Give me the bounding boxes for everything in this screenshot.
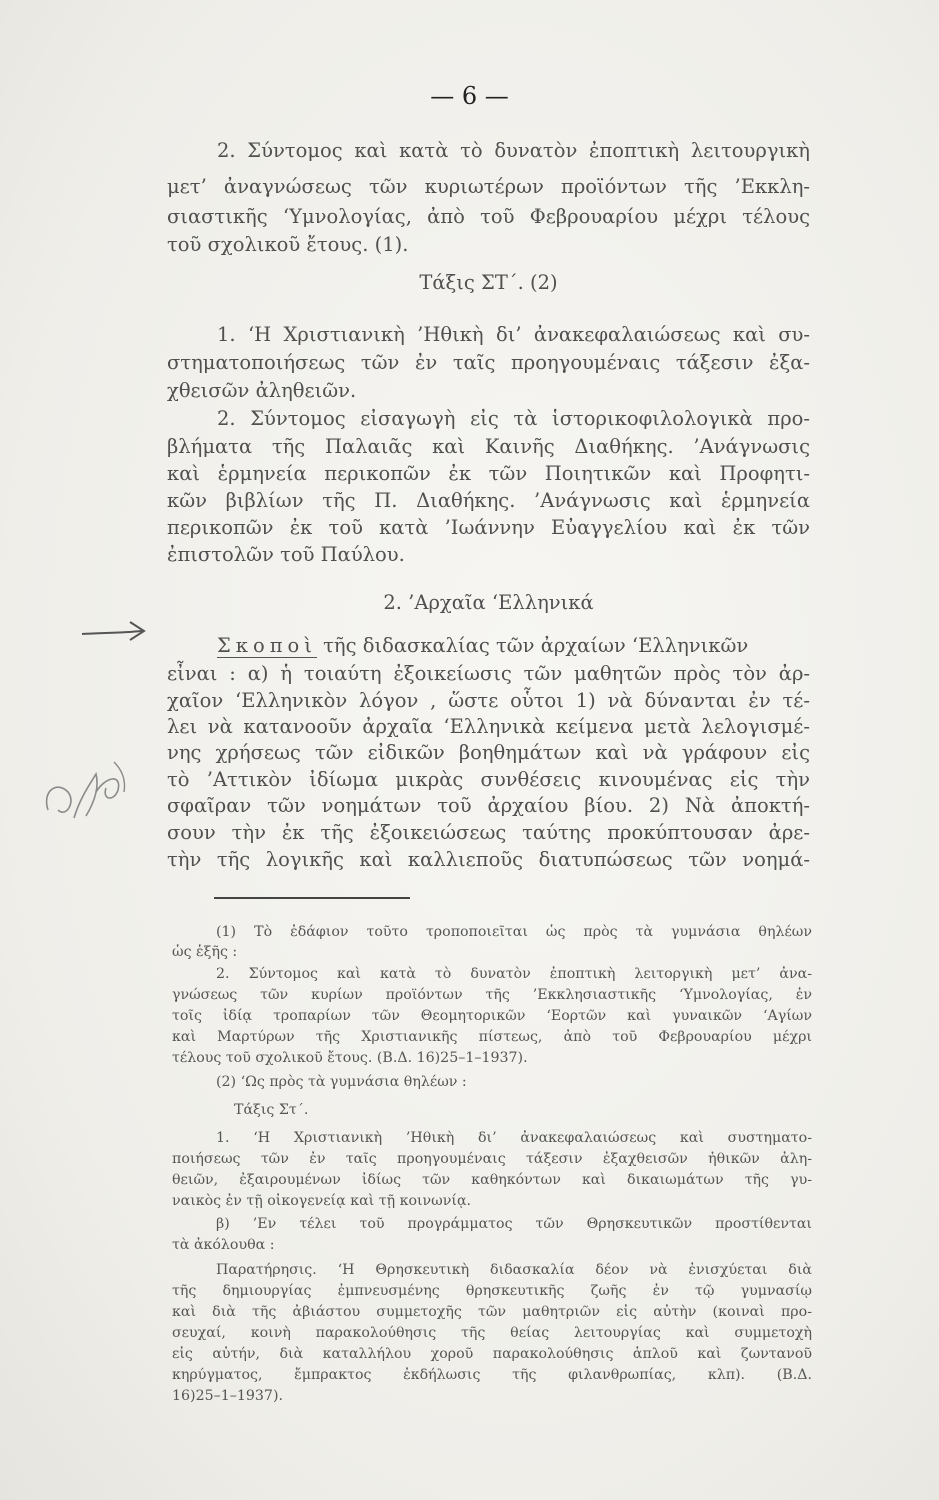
text-line: 1. ‘Η Χριστιανικὴ ’Ηθικὴ δι’ ἀνακεφαλαιώσεως καὶ συ- (217, 323, 810, 346)
footnote-line: ποιήσεως τῶν ἐν ταῖς προηγουμέναις τάξεσιν ἐξαχθεισῶν ἠθικῶν ἀλη- (172, 1151, 812, 1167)
footnote-line: 1. ‘Η Χριστιανικὴ ’Ηθικὴ δι’ ἀνακεφαλαιώσεως καὶ συστηματο- (216, 1130, 812, 1146)
text-line: νης χρήσεως τῶν εἰδικῶν βοηθημάτων καὶ νὰ γράφουν εἰς (167, 741, 810, 764)
text-line: 2. Σύντομος εἰσαγωγὴ εἰς τὰ ἱστορικοφιλολογικὰ προ- (217, 407, 810, 430)
pencil-scribble-icon (30, 740, 140, 840)
footnote-line: 2. Σύντομος καὶ κατὰ τὸ δυνατὸν ἐποπτικὴ λειτοργικὴ μετ’ ἀνα- (216, 966, 812, 982)
footnote-line: καὶ διὰ τῆς ἀβιάστου συμμετοχῆς τῶν μαθητριῶν εἰς αὐτὴν (κοιναὶ προ- (172, 1304, 812, 1320)
text-line: 2. Σύντομος καὶ κατὰ τὸ δυνατὸν ἐποπτικὴ λειτουργικὴ (217, 139, 810, 162)
text-line (217, 633, 748, 659)
footnote-line: θειῶν, ἐξαιρουμένων ἰδίως τῶν καθηκόντων καὶ δικαιωμάτων τῆς γυ- (172, 1172, 812, 1188)
text-line: χαῖον ‘Ελληνικὸν λόγον , ὥστε οὗτοι 1) νὰ δύνανται ἐν τέ- (167, 689, 810, 712)
text-span: τῆς διδασκαλίας τῶν ἀρχαίων ‘Ελληνικῶν (316, 634, 749, 657)
text-line: τὴν τῆς λογικῆς καὶ καλλιεποῦς διατυπώσεως τῶν νοημά- (167, 848, 810, 871)
section-heading: 2. ’Αρχαῖα ‘Ελληνικά (383, 591, 594, 614)
footnote-line: (2) ‘Ως πρὸς τὰ γυμνάσια θηλέων : (216, 1074, 467, 1090)
footnote-line: Τάξις Στ΄. (234, 1102, 309, 1118)
text-line: περικοπῶν ἐκ τοῦ κατὰ ’Ιωάννην Εὐαγγελίου καὶ ἐκ τῶν (167, 516, 810, 539)
footnote-line: τὰ ἀκόλουθα : (172, 1237, 275, 1253)
handwritten-arrow-icon (80, 612, 150, 652)
page-number: — 6 — (430, 82, 509, 110)
text-line: εἶναι : α) ἡ τοιαύτη ἐξοικείωσις τῶν μαθητῶν πρὸς τὸν ἀρ- (167, 662, 810, 685)
text-line: βλήματα τῆς Παλαιᾶς καὶ Καινῆς Διαθήκης. ’Ανάγνωσις (167, 435, 810, 458)
text-line: τοῦ σχολικοῦ ἔτους. (1). (167, 233, 409, 256)
footnote-line: τῆς δημιουργίας ἐμπνευσμένης θρησκευτικῆς ζωῆς ἐν τῷ γυμνασίῳ (172, 1283, 812, 1299)
footnote-line: β) ’Εν τέλει τοῦ προγράμματος τῶν Θρησκευτικῶν προστίθενται (216, 1216, 812, 1232)
text-line: καὶ ἑρμηνεία περικοπῶν ἐκ τῶν Ποιητικῶν καὶ Προφητι- (167, 462, 810, 485)
footnote-line: τέλους τοῦ σχολικοῦ ἔτους. (Β.Δ. 16)25–1–1937). (172, 1050, 528, 1066)
underlined-word: Σκοποὶ (217, 634, 317, 657)
text-line: λει νὰ κατανοοῦν ἀρχαῖα ‘Ελληνικὰ κείμενα μετὰ λελογισμέ- (167, 715, 810, 738)
footnote-line: τοῖς ἰδίᾳ τροπαρίων τῶν Θεομητορικῶν ‘Εορτῶν καὶ γυναικῶν ‘Αγίων (172, 1008, 812, 1024)
footnote-line: σευχαί, κοινὴ παρακολούθησις τῆς θείας λειτουργίας καὶ συμμετοχὴ (172, 1325, 812, 1341)
text-line: χθεισῶν ἀληθειῶν. (167, 379, 357, 402)
footnote-line: ὡς ἑξῆς : (172, 944, 238, 960)
text-line: τὸ ’Αττικὸν ἰδίωμα μικρὰς συνθέσεις κινουμένας εἰς τὴν (167, 768, 810, 791)
footnote-line: γνώσεως τῶν κυρίων προϊόντων τῆς ’Εκκλησιαστικῆς ‘Υμνολογίας, ἐν (172, 987, 812, 1003)
footnote-line: καὶ Μαρτύρων τῆς Χριστιανικῆς πίστεως, ἀπὸ τοῦ Φεβρουαρίου μέχρι (172, 1029, 812, 1045)
text-line: σιαστικῆς ‘Υμνολογίας, ἀπὸ τοῦ Φεβρουαρίου μέχρι τέλους (167, 205, 810, 228)
text-line: μετ’ ἀναγνώσεως τῶν κυριωτέρων προϊόντων τῆς ’Εκκλη- (167, 175, 810, 198)
text-line: στηματοποιήσεως τῶν ἐν ταῖς προηγουμέναις τάξεσιν ἐξα- (167, 351, 810, 374)
footnote-line: κηρύγματος, ἔμπρακτος ἐκδήλωσις τῆς φιλανθρωπίας, κλπ). (Β.Δ. (172, 1367, 812, 1383)
text-line: κῶν βιβλίων τῆς Π. Διαθήκης. ’Ανάγνωσις καὶ ἑρμηνεία (167, 489, 810, 512)
footnote-line: (1) Τὸ ἐδάφιον τοῦτο τροποποιεῖται ὡς πρὸς τὰ γυμνάσια θηλέων (216, 924, 812, 940)
text-line: σφαῖραν τῶν νοημάτων τοῦ ἀρχαίου βίου. 2) Νὰ ἀποκτή- (167, 794, 810, 817)
text-line: ἐπιστολῶν τοῦ Παύλου. (167, 543, 405, 566)
footnote-rule (214, 897, 410, 899)
footnote-line: ναικὸς ἐν τῇ οἰκογενείᾳ καὶ τῇ κοινωνίᾳ. (172, 1193, 472, 1209)
text-line: σουν τὴν ἐκ τῆς ἐξοικειώσεως ταύτης προκύπτουσαν ἀρε- (167, 821, 810, 844)
footnote-line: 16)25–1–1937). (172, 1388, 284, 1404)
footnote-line: Παρατήρησις. ‘Η Θρησκευτικὴ διδασκαλία δέον νὰ ἐνισχύεται διὰ (216, 1262, 812, 1278)
footnote-line: εἰς αὐτήν, διὰ καταλλήλου χοροῦ παρακολούθησις ἁπλοῦ καὶ ζωντανοῦ (172, 1346, 812, 1362)
section-heading: Τάξις ΣΤ΄. (2) (419, 271, 558, 294)
